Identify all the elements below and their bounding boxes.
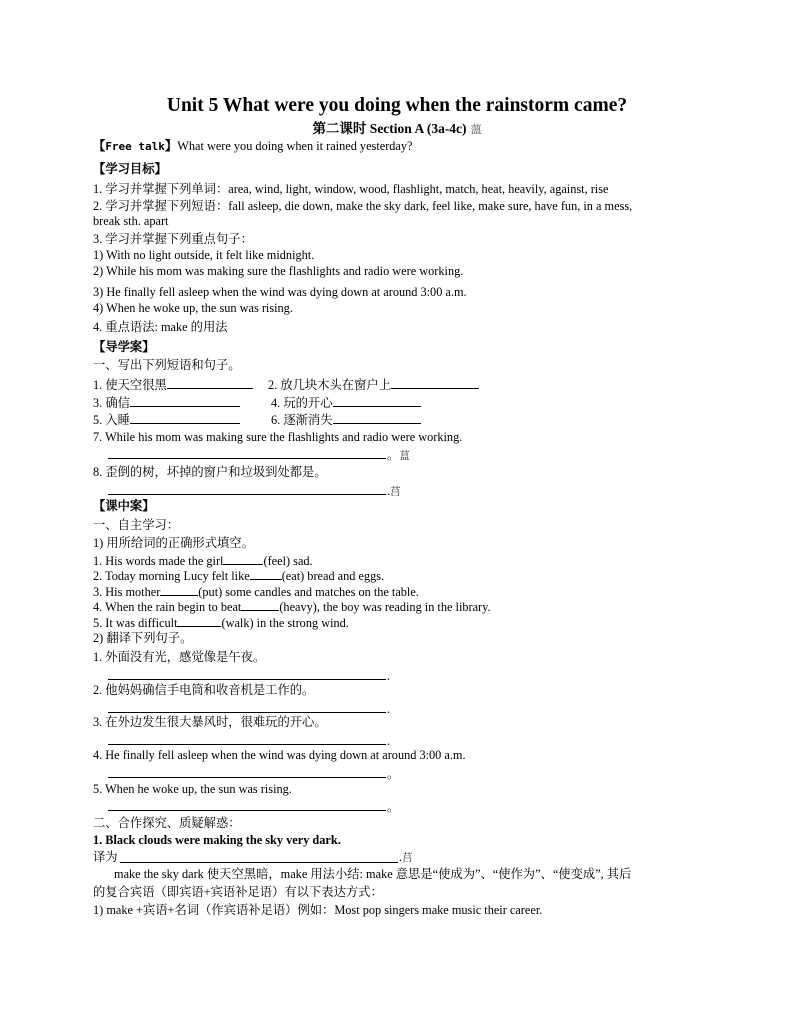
sub-1-heading: 1) 用所给词的正确形式填空。 bbox=[93, 536, 254, 550]
translate-item: 5. When he woke up, the sun was rising. bbox=[93, 782, 292, 796]
subtitle-mark: 薀 bbox=[470, 124, 482, 136]
fill-item: 3. His mother (put) some candles and matches on the table. bbox=[93, 585, 419, 599]
translate-end: . bbox=[387, 702, 391, 716]
guide-intro: 一、写出下列短语和句子。 bbox=[93, 358, 241, 372]
objective-item: 2) While his mom was making sure the flashlights and radio were working. bbox=[93, 264, 464, 278]
example-sentence: 1. Black clouds were making the sky very dark. bbox=[93, 833, 341, 847]
translate-mark: .莒 bbox=[399, 850, 413, 864]
objective-item: 2. 学习并掌握下列短语：fall asleep, die down, make the sky dark, feel like, make sure, have fun, in a mess, bbox=[93, 199, 633, 213]
objective-item: 1. 学习并掌握下列单词：area, wind, light, window, wood, flashlight, match, heat, heavily, against, rise bbox=[93, 182, 609, 196]
answer-blank[interactable] bbox=[333, 395, 421, 407]
answer-line[interactable] bbox=[120, 862, 398, 863]
fill-item: 5. It was difficult (walk) in the strong wind. bbox=[93, 616, 349, 630]
translate-item: 2. 他妈妈确信手电筒和收音机是工作的。 bbox=[93, 683, 315, 697]
page-subtitle bbox=[0, 120, 794, 139]
answer-line[interactable] bbox=[108, 810, 386, 811]
fill-blank[interactable] bbox=[250, 568, 282, 580]
question-8-end: .莒 bbox=[387, 484, 401, 498]
translate-label: 译为 bbox=[93, 850, 118, 864]
answer-blank[interactable] bbox=[333, 412, 421, 424]
page-title: Unit 5 What were you doing when the rainstorm came? bbox=[166, 95, 628, 116]
question-7-end: 。蒀 bbox=[387, 448, 410, 462]
fill-blank[interactable] bbox=[241, 599, 279, 611]
fill-item: 1. His words made the girl (feel) sad. bbox=[93, 554, 313, 568]
phrase-item: 6. 逐渐消失 bbox=[271, 412, 421, 428]
answer-line[interactable] bbox=[108, 712, 386, 713]
objective-item: break sth. apart bbox=[93, 214, 169, 228]
answer-blank[interactable] bbox=[130, 395, 240, 407]
part-1-heading: 一、自主学习： bbox=[93, 518, 180, 532]
answer-line[interactable] bbox=[108, 494, 386, 495]
translate-item: 3. 在外边发生很大暴风时，很难玩的开心。 bbox=[93, 715, 327, 729]
question-8: 8. 歪倒的树，坏掉的窗户和垃圾到处都是。 bbox=[93, 465, 327, 479]
question-7: 7. While his mom was making sure the flashlights and radio were working. bbox=[93, 430, 463, 444]
grammar-note: 的复合宾语（即宾语+宾语补足语）有以下表达方式： bbox=[93, 885, 383, 899]
translate-end: 。 bbox=[387, 767, 400, 781]
objective-item: 4) When he woke up, the sun was rising. bbox=[93, 301, 293, 315]
translate-end: 。 bbox=[387, 800, 400, 814]
fill-blank[interactable] bbox=[177, 615, 221, 627]
fill-item: 4. When the rain begin to beat (heavy), the boy was reading in the library. bbox=[93, 600, 491, 614]
answer-blank[interactable] bbox=[130, 412, 240, 424]
part-2-heading: 二、合作探究、质疑解惑： bbox=[93, 816, 241, 830]
guide-heading: 【导学案】 bbox=[93, 340, 155, 354]
grammar-note: 1) make +宾语+名词（作宾语补足语）例如：Most pop singers make music their career. bbox=[93, 903, 543, 917]
free-talk-text: What were you doing when it rained yesterday? bbox=[177, 139, 413, 153]
answer-line[interactable] bbox=[108, 679, 386, 680]
answer-blank[interactable] bbox=[391, 377, 479, 389]
translate-item: 1. 外面没有光，感觉像是午夜。 bbox=[93, 650, 266, 664]
fill-item: 2. Today morning Lucy felt like (eat) bread and eggs. bbox=[93, 569, 385, 583]
class-heading: 【课中案】 bbox=[93, 499, 155, 513]
translate-item: 4. He finally fell asleep when the wind was dying down at around 3:00 a.m. bbox=[93, 748, 466, 762]
objective-item: 1) With no light outside, it felt like midnight. bbox=[93, 248, 315, 262]
grammar-note: make the sky dark 使天空黑暗，make 用法小结: make 意思是“使成为”、“使作为”、“使变成”, 其后 bbox=[114, 867, 632, 881]
objective-item: 4. 重点语法: make 的用法 bbox=[93, 320, 228, 334]
fill-blank[interactable] bbox=[223, 553, 263, 565]
sub-2-heading: 2) 翻译下列句子。 bbox=[93, 631, 193, 645]
answer-line[interactable] bbox=[108, 744, 386, 745]
answer-line[interactable] bbox=[108, 458, 386, 459]
objective-item: 3) He finally fell asleep when the wind was dying down at around 3:00 a.m. bbox=[93, 285, 467, 299]
translate-end: . bbox=[387, 734, 391, 748]
phrase-item: 4. 玩的开心 bbox=[271, 395, 421, 411]
translate-end: . bbox=[387, 669, 391, 683]
phrase-item: 2. 放几块木头在窗户上 bbox=[268, 377, 479, 393]
objectives-heading: 【学习目标】 bbox=[93, 162, 167, 176]
phrase-item: 1. 使天空很黑 bbox=[93, 377, 253, 393]
free-talk-line: 【Free talk】What were you doing when it rained yesterday? bbox=[93, 139, 413, 153]
fill-blank[interactable] bbox=[160, 584, 198, 596]
answer-line[interactable] bbox=[108, 777, 386, 778]
phrase-item: 5. 入睡 bbox=[93, 412, 240, 428]
free-talk-label: Free talk bbox=[105, 140, 165, 153]
subtitle-text: 第二课时 Section A (3a-4c) bbox=[312, 121, 467, 136]
answer-blank[interactable] bbox=[167, 377, 253, 389]
phrase-item: 3. 确信 bbox=[93, 395, 240, 411]
objective-item: 3. 学习并掌握下列重点句子： bbox=[93, 232, 253, 246]
